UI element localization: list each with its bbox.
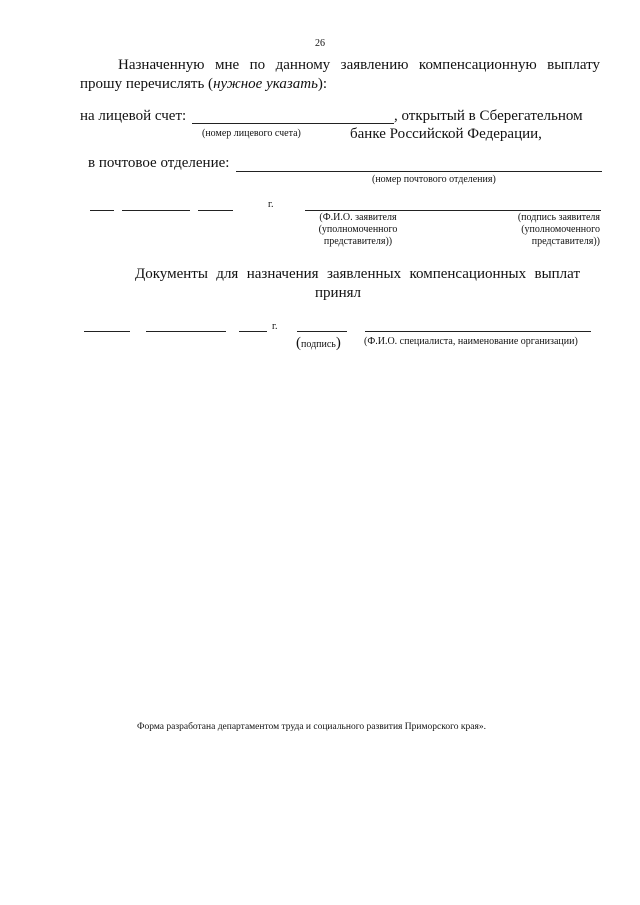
applicant-sign-caption-line-1: (подпись заявителя — [517, 212, 600, 223]
documents-line-2: принял — [315, 285, 361, 301]
intro-line-2 — [80, 76, 327, 93]
specialist-sign-caption — [296, 334, 341, 352]
post-office-label: в почтовое отделение: — [88, 155, 230, 171]
applicant-fio-caption — [300, 212, 416, 248]
post-office-field[interactable] — [236, 171, 602, 172]
account-label: на лицевой счет: — [80, 108, 187, 124]
account-bank-line-2: банке Российской Федерации, — [350, 126, 542, 142]
applicant-month-field[interactable] — [122, 210, 190, 211]
specialist-month-field[interactable] — [146, 331, 226, 332]
applicant-sign-caption-line-2: (уполномоченного — [521, 224, 600, 235]
page-number: 26 — [315, 38, 325, 49]
applicant-year-mark: г. — [268, 199, 274, 210]
specialist-year-field[interactable] — [239, 331, 267, 332]
applicant-day-field[interactable] — [90, 210, 114, 211]
account-opened-in: , открытый в Сберегательном — [394, 108, 583, 124]
specialist-sign-paren-open: ( — [296, 335, 301, 351]
applicant-fio-caption-line-1: (Ф.И.О. заявителя — [319, 212, 397, 223]
applicant-fio-caption-line-3: представителя)) — [323, 236, 393, 247]
account-number-caption: (номер лицевого счета) — [202, 128, 301, 139]
intro-line-1: Назначенную мне по данному заявлению компенсационную выплату — [118, 57, 600, 73]
documents-line-1: Документы для назначения заявленных компенсационных выплат — [135, 266, 580, 282]
applicant-sign-caption — [500, 212, 600, 248]
applicant-fio-caption-line-2: (уполномоченного — [318, 224, 398, 235]
intro-line-2-prefix: прошу перечислять ( — [80, 76, 214, 92]
specialist-fio-field[interactable] — [365, 331, 591, 332]
intro-choose-hint: нужное указать — [213, 76, 318, 92]
footer-note: Форма разработана департаментом труда и социального развития Приморского края». — [137, 722, 486, 732]
specialist-fio-caption: (Ф.И.О. специалиста, наименование организации) — [364, 336, 578, 347]
specialist-signature-field[interactable] — [297, 331, 347, 332]
specialist-sign-paren-close: ) — [335, 335, 341, 351]
applicant-year-field[interactable] — [198, 210, 233, 211]
specialist-year-mark: г. — [272, 321, 278, 332]
account-number-field[interactable] — [192, 123, 394, 124]
intro-line-2-suffix: ): — [317, 76, 328, 92]
specialist-sign-caption-text: подпись — [301, 339, 336, 350]
applicant-signature-field[interactable] — [305, 210, 601, 211]
applicant-sign-caption-line-3: представителя)) — [531, 236, 600, 247]
post-office-caption: (номер почтового отделения) — [372, 174, 496, 185]
specialist-day-field[interactable] — [84, 331, 130, 332]
